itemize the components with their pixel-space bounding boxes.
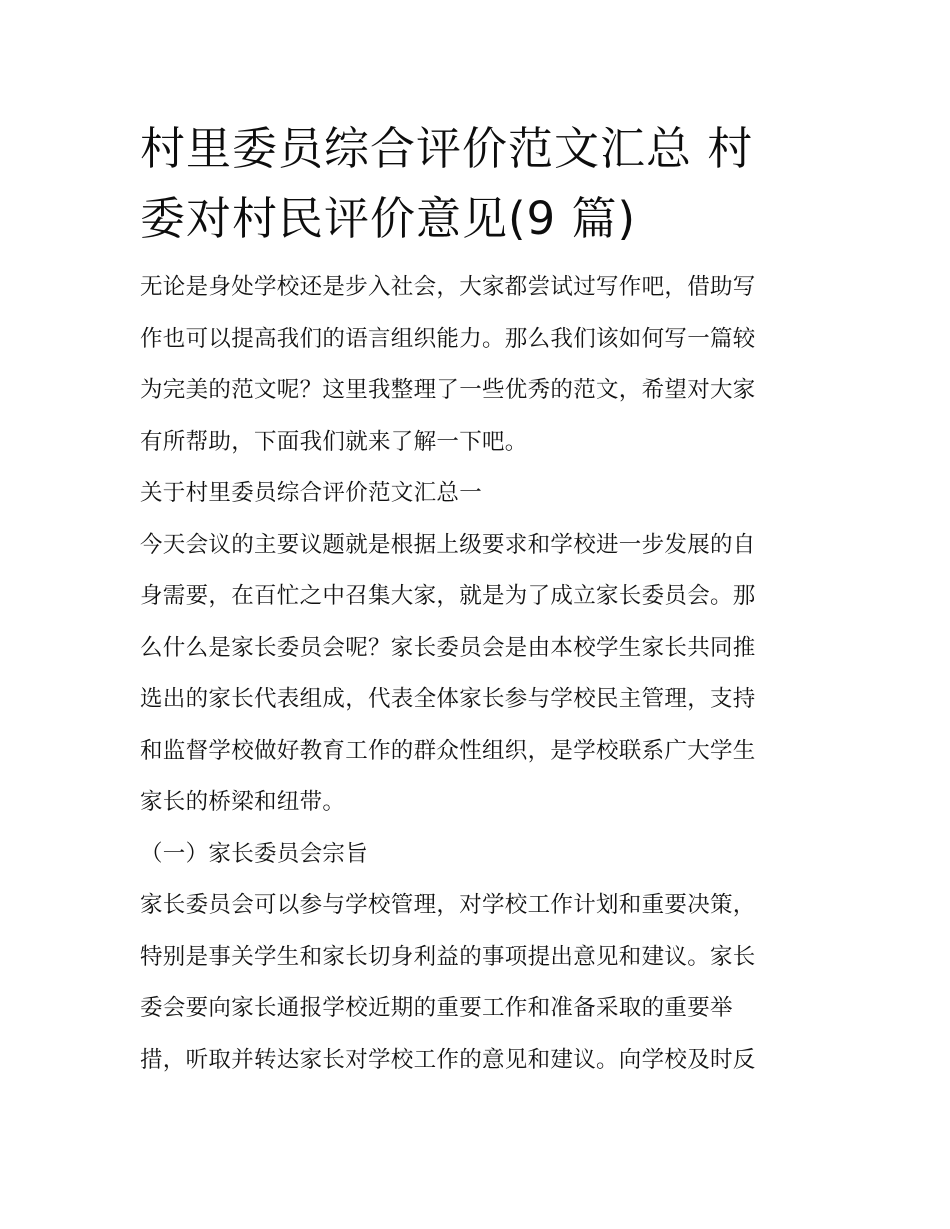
paragraph-line: 和监督学校做好教育工作的群众性组织，是学校联系广大学生 [140, 737, 756, 764]
paragraph-line: 家长委员会可以参与学校管理，对学校工作计划和重要决策， [140, 892, 756, 918]
paragraph-line: 委会要向家长通报学校近期的重要工作和准备采取的重要举 [140, 995, 733, 1021]
subsection-heading: （一）家长委员会宗旨 [140, 840, 369, 867]
paragraph-line: 今天会议的主要议题就是根据上级要求和学校进一步发展的自 [140, 531, 756, 558]
paragraph-line: 为完美的范文呢？这里我整理了一些优秀的范文，希望对大家 [140, 377, 756, 403]
document-body [140, 262, 815, 1086]
title-line: 村里委员综合评价范文汇总 村 [140, 122, 754, 175]
paragraph-line: 无论是身处学校还是步入社会，大家都尝试过写作吧，借助写 [140, 274, 756, 300]
title-line: 委对村民评价意见(9 篇) [140, 192, 637, 245]
document-content [140, 114, 815, 1086]
paragraph-line: 身需要，在百忙之中召集大家，就是为了成立家长委员会。那 [140, 583, 756, 609]
paragraph-line: 作也可以提高我们的语言组织能力。那么我们该如何写一篇较 [140, 325, 756, 352]
section-heading: 关于村里委员综合评价范文汇总一 [140, 480, 483, 506]
paragraph-line: 有所帮助，下面我们就来了解一下吧。 [140, 428, 528, 455]
document-title [140, 114, 815, 254]
paragraph-line: 特别是事关学生和家长切身利益的事项提出意见和建议。家长 [140, 943, 756, 970]
paragraph-line: 家长的桥梁和纽带。 [140, 789, 346, 815]
paragraph-line: 选出的家长代表组成，代表全体家长参与学校民主管理，支持 [140, 686, 756, 712]
paragraph-line: 么什么是家长委员会呢？家长委员会是由本校学生家长共同推 [140, 634, 756, 661]
paragraph-line: 措，听取并转达家长对学校工作的意见和建议。向学校及时反 [140, 1046, 756, 1073]
